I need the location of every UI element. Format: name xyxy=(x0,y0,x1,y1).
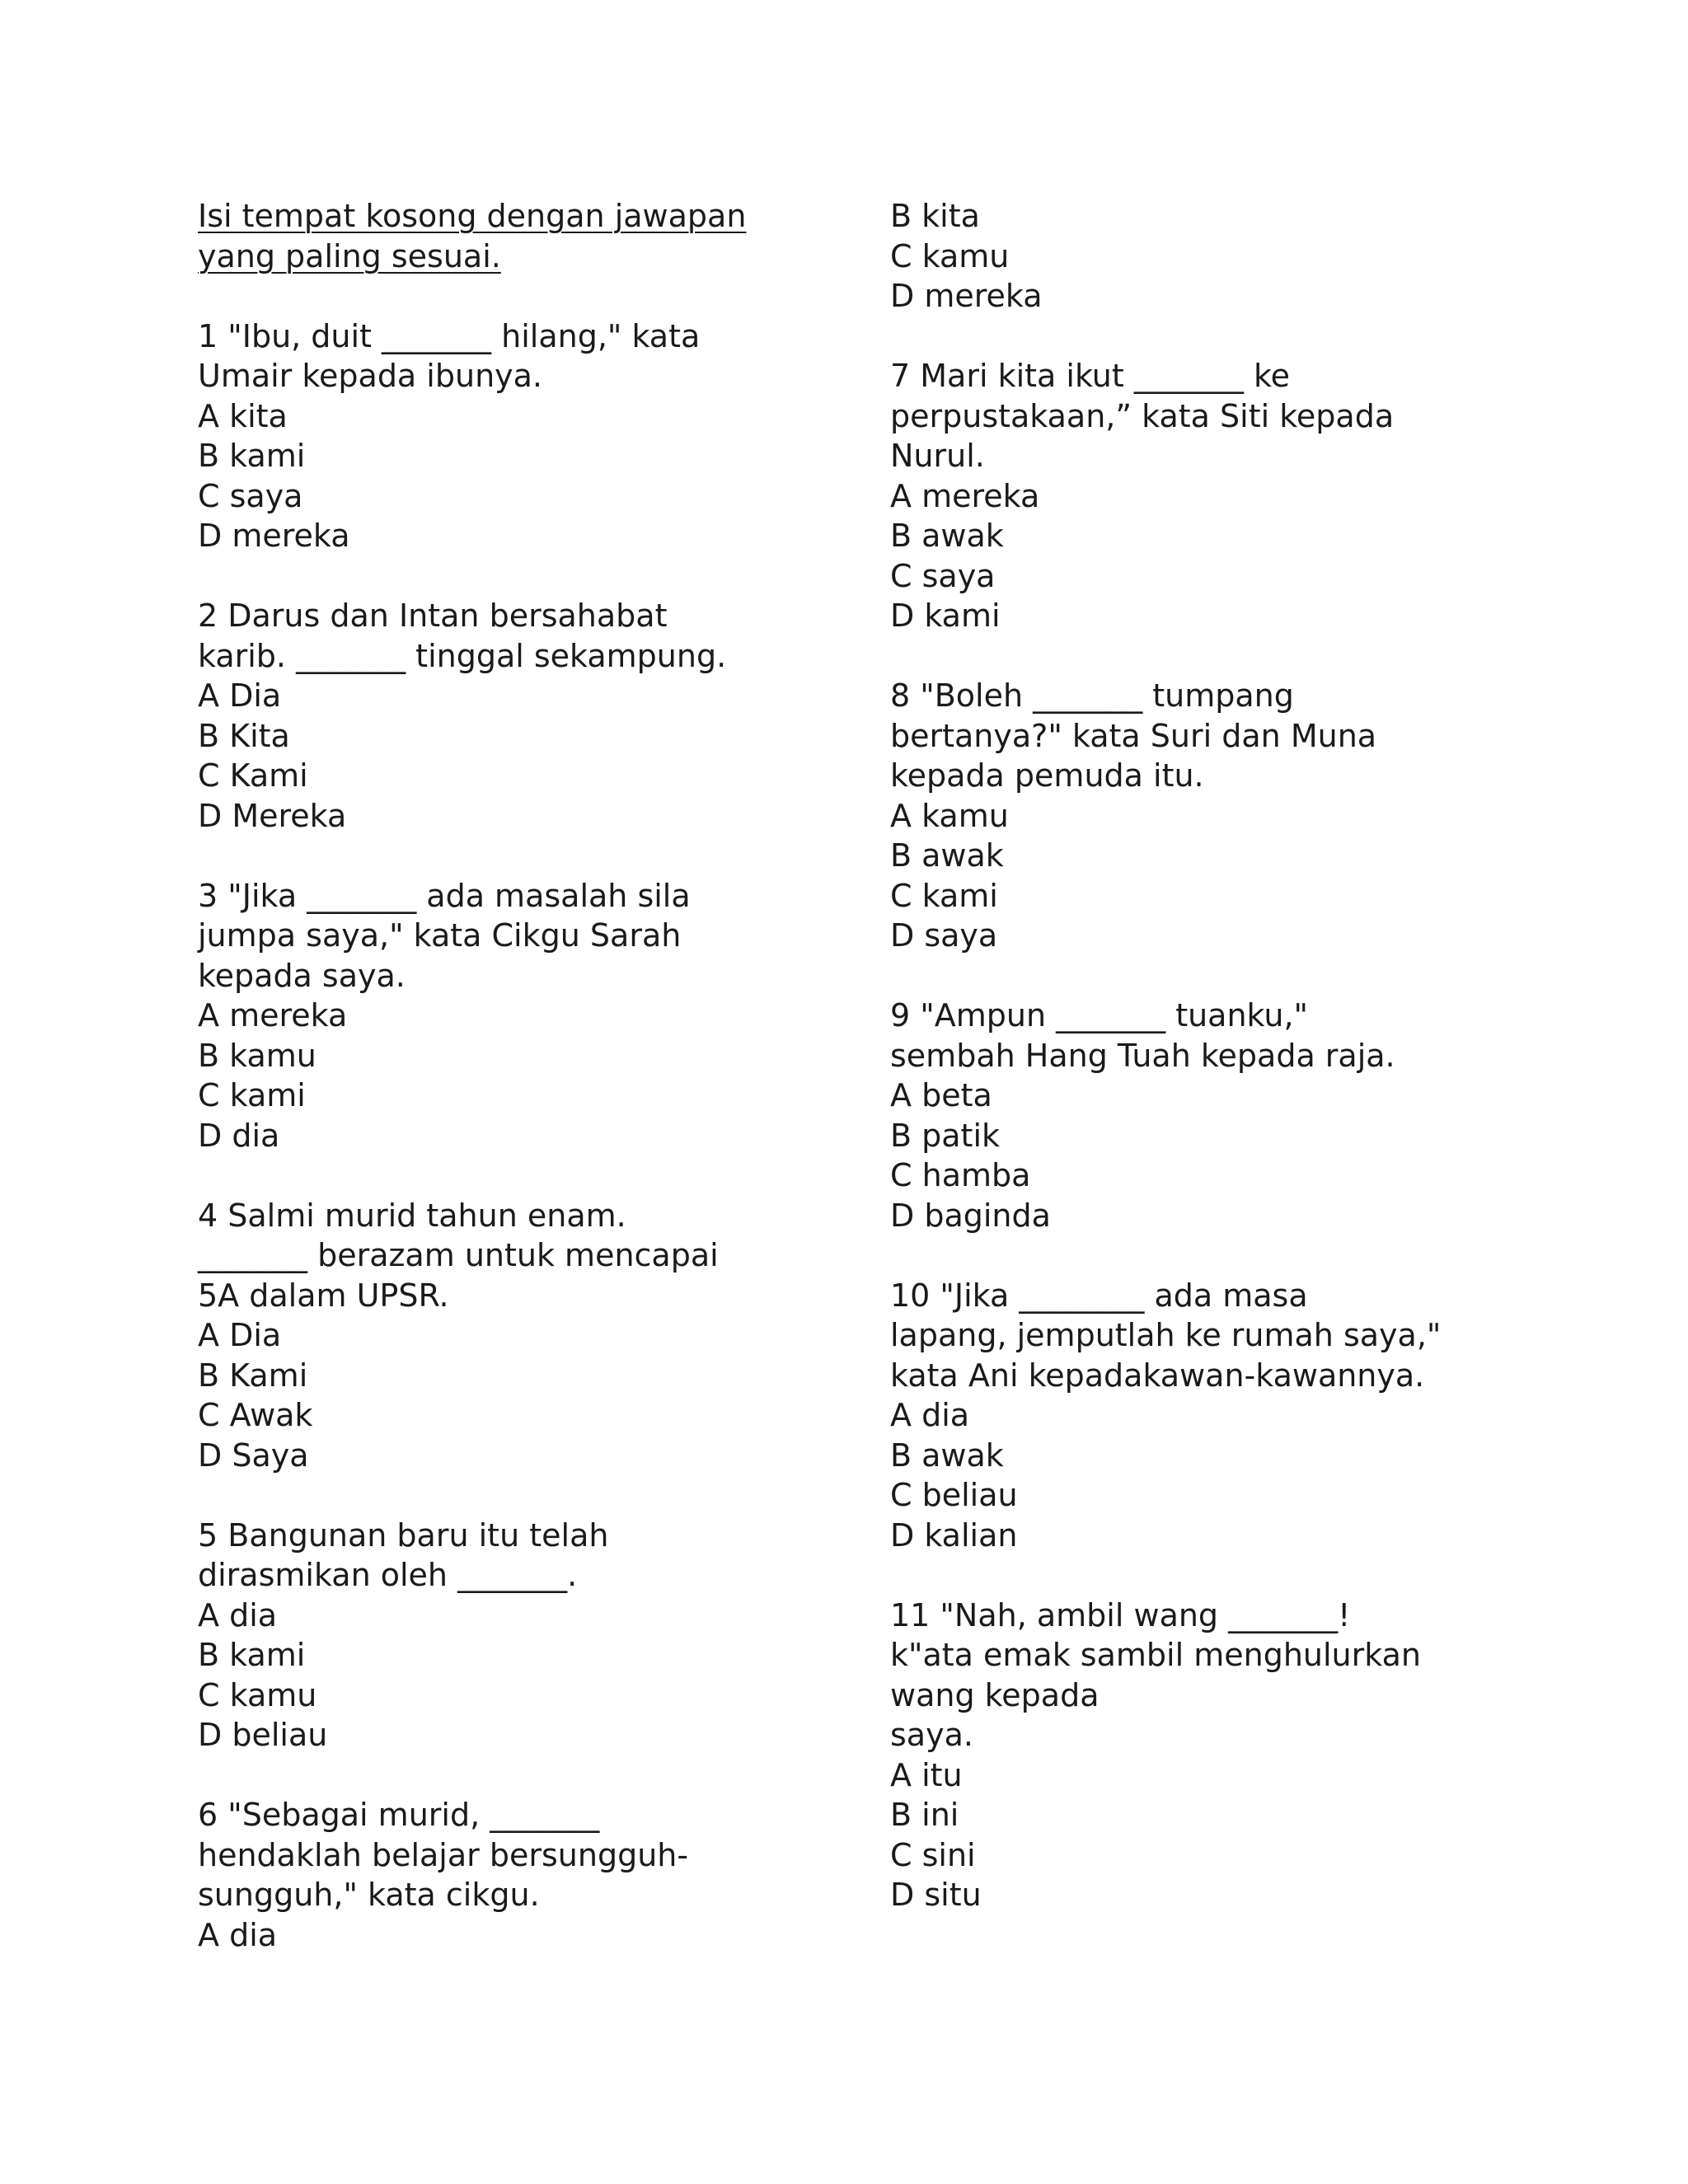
option-a: A dia xyxy=(198,1596,278,1633)
option-b: B kami xyxy=(198,438,306,474)
question-stem: sungguh," kata cikgu. xyxy=(198,1877,540,1913)
question-stem: 11 "Nah, ambil wang _______! xyxy=(890,1596,1351,1633)
option-a: A beta xyxy=(890,1077,992,1113)
left-column xyxy=(198,196,824,1955)
question-stem: 5 Bangunan baru itu telah xyxy=(198,1516,609,1554)
option-c: C saya xyxy=(890,557,996,594)
instruction-line: Isi tempat kosong dengan jawapan xyxy=(198,198,747,234)
question-stem: k"ata emak sambil menghulurkan xyxy=(890,1637,1421,1673)
question-stem: 6 "Sebagai murid, _______ xyxy=(198,1797,600,1833)
question-stem: lapang, jemputlah ke rumah saya," xyxy=(890,1317,1442,1353)
question-3 xyxy=(198,876,824,1156)
question-8 xyxy=(890,676,1550,956)
question-stem: perpustakaan,” kata Siti kepada xyxy=(890,397,1395,434)
option-d: D mereka xyxy=(198,518,350,554)
question-stem: Umair kepada ibunya. xyxy=(198,358,542,394)
option-b: B kita xyxy=(890,198,980,234)
option-c: C Kami xyxy=(198,757,308,794)
option-a: A kamu xyxy=(890,797,1009,834)
question-stem: 1 "Ibu, duit _______ hilang," kata xyxy=(198,317,701,354)
question-stem: kepada saya. xyxy=(198,957,406,994)
option-a: A Dia xyxy=(198,677,282,714)
spacer xyxy=(890,1235,1550,1276)
option-b: B awak xyxy=(890,1436,1004,1474)
question-7 xyxy=(890,356,1550,636)
option-c: C Awak xyxy=(198,1397,313,1433)
question-stem: jumpa saya," kata Cikgu Sarah xyxy=(198,917,682,954)
spacer xyxy=(890,316,1550,357)
question-stem: kata Ani kepadakawan-kawannya. xyxy=(890,1357,1425,1394)
option-d: D situ xyxy=(890,1877,982,1913)
question-stem: 8 "Boleh _______ tumpang xyxy=(890,677,1294,714)
question-stem: dirasmikan oleh _______. xyxy=(198,1557,578,1593)
option-a: A mereka xyxy=(890,477,1040,514)
question-stem: 3 "Jika _______ ada masalah sila xyxy=(198,877,691,914)
option-a: A itu xyxy=(890,1756,963,1793)
option-c: C sini xyxy=(890,1836,976,1873)
question-stem: 7 Mari kita ikut _______ ke xyxy=(890,358,1290,394)
spacer xyxy=(198,1475,824,1516)
option-c: C kamu xyxy=(890,237,1010,274)
question-stem: 10 "Jika ________ ada masa xyxy=(890,1277,1308,1314)
option-c: C hamba xyxy=(890,1157,1031,1193)
option-b: B Kita xyxy=(198,717,290,754)
option-b: B awak xyxy=(890,518,1004,554)
option-d: D dia xyxy=(198,1117,280,1154)
question-stem: bertanya?" kata Suri dan Muna xyxy=(890,717,1377,754)
question-stem: 9 "Ampun _______ tuanku," xyxy=(890,997,1309,1033)
spacer xyxy=(198,276,824,316)
question-stem: 2 Darus dan Intan bersahabat xyxy=(198,598,668,634)
option-b: B awak xyxy=(890,837,1004,874)
option-d: D saya xyxy=(890,917,998,954)
option-c: C beliau xyxy=(890,1477,1018,1513)
question-stem: saya. xyxy=(890,1717,973,1753)
question-stem: Nurul. xyxy=(890,438,985,474)
option-d: D kalian xyxy=(890,1516,1018,1554)
option-d: D mereka xyxy=(890,278,1043,314)
question-stem: _______ berazam untuk mencapai xyxy=(198,1237,719,1273)
option-b: B ini xyxy=(890,1797,959,1833)
option-d: D Saya xyxy=(198,1436,309,1474)
option-d: D baginda xyxy=(890,1197,1051,1234)
question-stem: sembah Hang Tuah kepada raja. xyxy=(890,1037,1395,1074)
option-b: B patik xyxy=(890,1117,1001,1154)
option-c: C kami xyxy=(198,1077,306,1113)
option-b: B Kami xyxy=(198,1357,308,1394)
option-a: A mereka xyxy=(198,997,348,1033)
option-b: B kami xyxy=(198,1637,306,1673)
option-c: C kami xyxy=(890,877,998,914)
option-d: D Mereka xyxy=(198,797,347,834)
question-11 xyxy=(890,1596,1550,1915)
spacer xyxy=(198,836,824,876)
option-a: A dia xyxy=(198,1916,278,1953)
spacer xyxy=(198,1755,824,1796)
option-c: C saya xyxy=(198,477,303,514)
question-stem: 5A dalam UPSR. xyxy=(198,1277,449,1314)
question-stem: 4 Salmi murid tahun enam. xyxy=(198,1197,626,1234)
question-9 xyxy=(890,996,1550,1235)
spacer xyxy=(198,1155,824,1196)
instruction-line: yang paling sesuai. xyxy=(198,237,501,274)
question-2 xyxy=(198,596,824,836)
option-a: A dia xyxy=(890,1397,970,1433)
question-6 xyxy=(198,1795,824,1955)
option-d: D kami xyxy=(890,598,1001,634)
option-c: C kamu xyxy=(198,1676,317,1713)
question-6-continued xyxy=(890,196,1550,316)
option-a: A Dia xyxy=(198,1317,282,1353)
option-d: D beliau xyxy=(198,1717,328,1753)
question-stem: hendaklah belajar bersungguh- xyxy=(198,1836,689,1873)
option-a: A kita xyxy=(198,397,288,434)
question-4 xyxy=(198,1196,824,1476)
question-stem: wang kepada xyxy=(890,1676,1100,1713)
question-10 xyxy=(890,1276,1550,1556)
question-1 xyxy=(198,316,824,556)
spacer xyxy=(890,1555,1550,1596)
spacer xyxy=(198,556,824,597)
question-stem: kepada pemuda itu. xyxy=(890,757,1204,794)
spacer xyxy=(890,636,1550,677)
right-column xyxy=(890,196,1550,1915)
question-5 xyxy=(198,1516,824,1755)
spacer xyxy=(890,956,1550,996)
question-stem: karib. _______ tinggal sekampung. xyxy=(198,637,727,674)
option-b: B kamu xyxy=(198,1037,316,1074)
